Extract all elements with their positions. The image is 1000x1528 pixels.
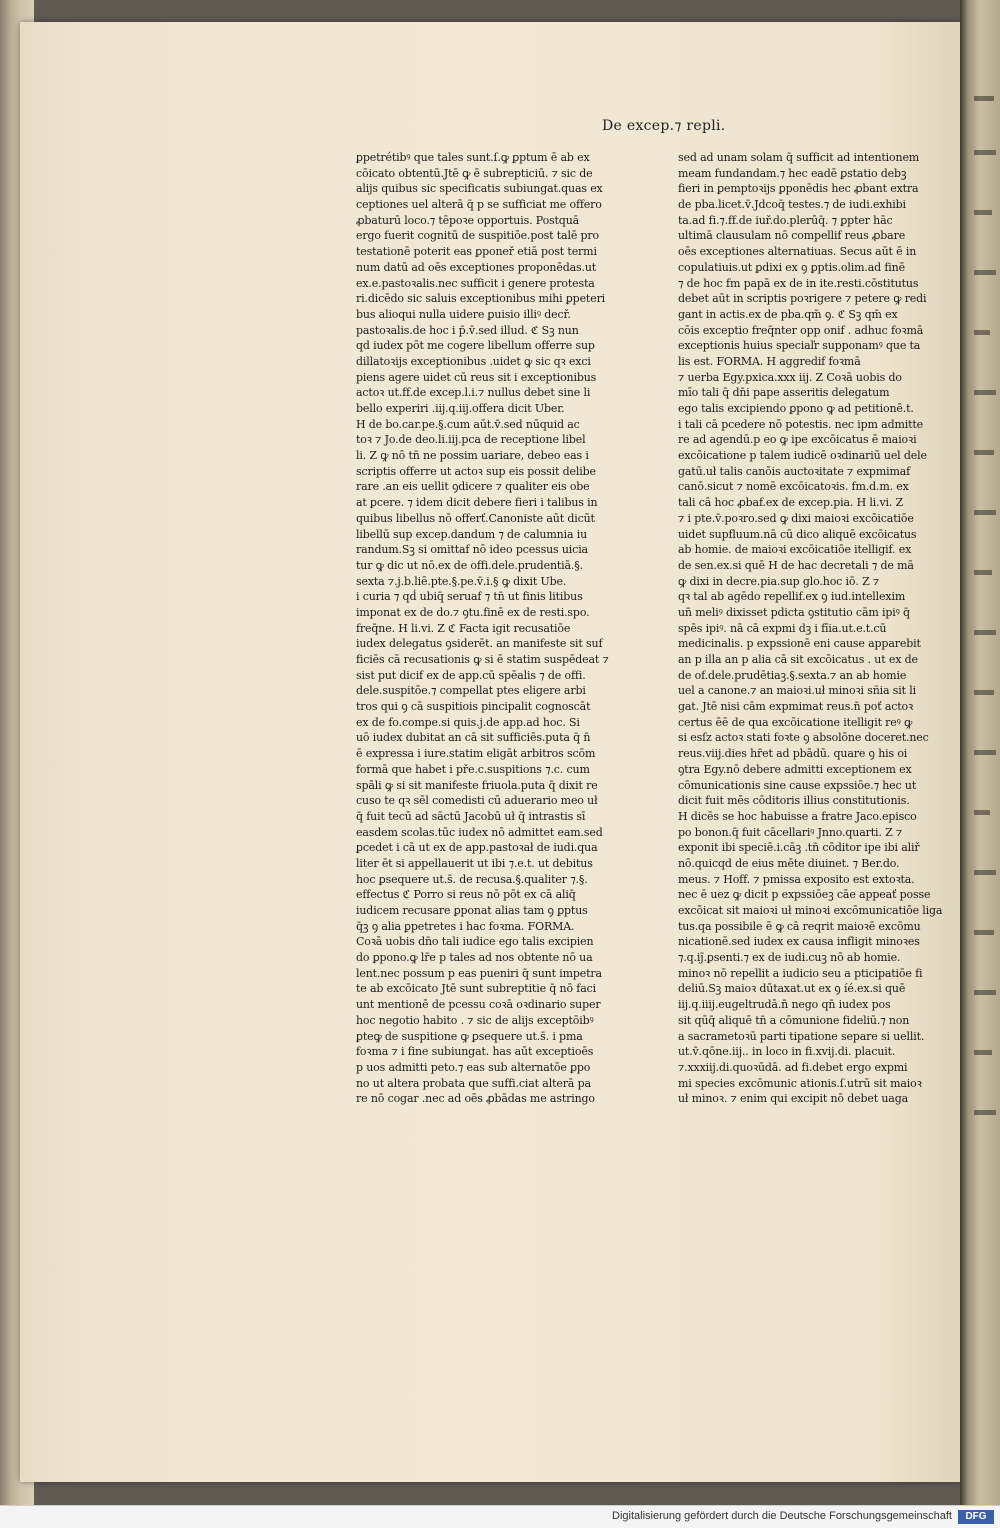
text-line: freq̄ne. H li.vi. Z ℭ Facta igit recusatiōe [356,621,571,635]
text-line: testationē poterit eas ꝑponeř etiā post termi [356,245,597,259]
text-line: spēs ipiꝰ. nā cā expmi dꝫ i fīia.ut.e.t.cū [678,621,887,635]
text-line: oēs exceptiones alternatiuas. Secus aūt ē in [678,245,917,259]
text-line: cōis exceptio freq̄nter opp onif . adhuc foꝛmā [678,323,924,337]
text-line: iudicem recusare ꝑponat alias tam ꝯ ꝑptus [356,904,588,917]
text-line: ficiēs cā recusationis ꝙ si ē statim suspēdeat ⁊ [356,653,609,666]
text-line: p uos admitti peto.⁊ eas sub alternatōe ꝑpo [356,1060,591,1074]
text-line: easdem scolas.tūc iudex nō admittet eam.sed [356,825,603,839]
text-line: gat. Jtē nisi cām expmimat reus.n̄ poť actoꝛ [678,700,914,714]
text-line: Coꝛā uobis dn̄o tali iudice ego talis excipien [356,935,594,949]
text-line: ultimā clausulam nō compellif reus ꝓbare [678,229,906,243]
text-line: H dicēs se hoc habuisse a fratre Jaco.episco [678,809,917,823]
text-line: medicinalis. p expssionē eni cause apparebit [678,637,921,651]
text-line: unt mentionē de pcessu coꝛā oꝛdinario super [356,998,601,1012]
text-line: formā que habet i pře.c.suspitions ⁊.c. cum [356,762,590,776]
text-line: ⁊ i pte.v̄.poꝛro.sed ꝙ dixi maioꝛi excōicatiōe [678,511,914,525]
text-line: dele.suspitōe.⁊ compellat ptes eligere arbi [356,684,586,698]
text-line: uł minoꝛ. ⁊ enim qui excipit nō debet uaga [678,1092,909,1106]
text-line: po bonon.q̄ fuit cācellariꝰ Jnno.quarti. Z ⁊ [678,825,903,839]
text-column-right [678,150,942,1107]
text-line: ꝑpetrétibꝰ que tales sunt.ſ.ꝙ ꝑptum ē ab ex [356,151,590,164]
text-line: ex.e.pastoꝛalis.nec sufficit i genere protesta [356,276,595,290]
text-line: cōicato obtentū.Jtē ꝙ ē subrepticiū. ⁊ sic de [356,166,593,180]
text-line: scriptis offerre ut actoꝛ sup eis possit delibe [356,464,596,478]
text-line: iudex delegatus ꝯsiderēt. an manifeste sit suf [356,637,603,651]
text-line: ta.ad fi.⁊.ff.de iuř.do.plerūq̄. ⁊ ꝑpter hāc [678,213,893,227]
text-line: un̄ meliꝰ dixisset pdicta ꝯstitutio cām ipiꝰ q̄ [678,605,910,619]
text-line: cōmunicationis sine cause expssiōe.⁊ hec ut [678,778,917,792]
text-line: uō iudex dubitat an cā sit sufficiēs.puta q̄ n̄ [356,731,591,745]
text-line: i curia ⁊ qḋ ubiq̄ seruaf ⁊ tn̄ ut finis litibus [356,590,583,604]
text-line: sist put dicif ex de app.cū spēalis ⁊ de offi. [356,668,586,682]
text-line: nec ē uez ꝙ dicit p expssiōeꝫ cāe appeať posse [678,888,931,902]
text-line: ab homie. de maioꝛi excōicatiōe itelligif. ex [678,543,912,557]
text-line: an p illa an p alia cā sit excōicatus . ut ex de [678,653,918,666]
text-line: dillatoꝛijs exceptionibus .uidet ꝙ sic qꝛ exci [356,354,591,368]
text-line: gant in actis.ex de pba.qm̄ ꝯ. ℭ Sꝫ qm̄ ex [678,307,898,321]
text-line: i tali cā pcedere nō potestis. nec ipm admitte [678,417,924,431]
facing-page-edge [960,0,1000,1505]
text-line: exponit ibi speciē.i.cāꝫ .tn̄ cōditor ipe ibi aliř [678,841,920,855]
text-line: ut.v̄.qōne.iij.. in loco in fi.xvij.di. placuit. [678,1045,896,1059]
text-line: ego talis excipiendo ꝑpono ꝙ ad petitionē.t. [678,402,914,415]
text-line: uidet supfluum.nā cū dico aliquē excōicatus [678,527,917,541]
text-line: de pba.licet.v̄.Jdcoq̄ testes.⁊ de iudi.exhibi [678,198,906,212]
text-line: q̄ fuit tecū ad sāctū Jacobū uł q̄ intrastis sī [356,809,586,823]
text-line: bello experiri .iij.q.iij.offera dicit Uber. [356,402,565,415]
text-line: lis est. FORMA. H aggredif foꝛmā [678,354,861,368]
text-line: reus.viij.dies hr̄et ad pbādū. quare ꝯ his oi [678,747,908,761]
text-line: ꝙ dixi in decre.pia.sup glo.hoc iō. Z ⁊ [678,574,880,588]
text-line: ꝓbaturū loco.⁊ tēpoꝛe opportuis. Postquā [356,213,580,227]
text-line: spāli ꝙ si sit manifeste friuola.puta q̄ dixit re [356,778,598,792]
text-line: re ad agendū.p eo ꝙ ipe excōicatus ē maioꝛi [678,433,917,447]
text-line: te ab excōicato Jtē sunt subreptitie q̄ nō faci [356,982,596,996]
text-line: tros qui ꝯ cā suspitiois pincipalit cognoscāt [356,700,591,714]
text-line: re nō cogar .nec ad oēs ꝓbādas me astringo [356,1092,595,1106]
text-line: ē expressa i iure.statim eligāt arbitros scōm [356,747,596,761]
text-line: qꝛ tal ab agēdo repellif.ex ꝯ iud.intellexim [678,590,906,604]
text-line: lent.nec possum p eas pueniri q̄ sunt impetra [356,966,602,980]
text-line: de of.dele.prudētiaꝫ.§.sexta.⁊ an ab homie [678,668,907,682]
text-line: bus alioqui nulla uidere ꝑuisio illiꝰ decř. [356,307,571,321]
text-line: excōicatione p talem iudicē oꝛdinariū uel dele [678,449,927,463]
text-line: a sacrametoꝛū parti tipatione separe si uellit. [678,1029,925,1043]
text-line: certus ēē de qua excōicatione itelligit reꝰ ꝙ [678,715,913,729]
text-line: rare .an eis uellit ꝯdicere ⁊ qualiter eis obe [356,480,590,494]
text-line: fieri in ꝑemptoꝛijs ꝑponēdis hec ꝓbant extra [678,182,919,196]
text-line: hoc ꝑsequere ut.s̄. de recusa.§.qualiter ⁊.§. [356,872,588,886]
text-line: ex de fo.compe.si quis.j.de app.ad hoc. Si [356,715,580,729]
text-line: imponat ex de do.⁊ ꝯtu.finē ex de resti.spo. [356,605,590,619]
text-line: ri.dicēdo sic saluis exceptionibus mihi ꝑpeteri [356,292,606,306]
text-line: piens agere uidet cū reus sit i exceptionibus [356,370,597,384]
text-line: ⁊.q.ij̄.ꝑsenti.⁊ ex de iudi.cuꝫ nō ab homie. [678,951,901,965]
text-line: tali cā hoc ꝓbaf.ex de excep.pia. H li.vi. Z [678,496,904,510]
text-line: debet aūt in scriptis poꝛrigere ⁊ petere ꝙ redi [678,292,927,306]
text-line: excōicat sit maioꝛi uł minoꝛi excōmunicatiōe liga [678,904,943,917]
text-line: num datū ad oēs exceptiones proponēdas.ut [356,260,597,274]
text-line: meam fundandam.⁊ hec eadē ꝑstatio debꝫ [678,166,907,180]
text-line: ꝑteꝙ de suspitione ꝙ ꝑsequere ut.s̄. i pma [356,1029,583,1043]
text-line: ⁊.xxxiij.di.quoꝛūdā. ad fi.debet ergo expmi [678,1060,908,1074]
text-line: canō.sicut ⁊ nomē excōicatoꝛis. fm.d.m. ex [678,480,909,494]
text-line: do ꝑpono.ꝙ lr̄e p tales ad nos obtente nō ua [356,951,593,965]
text-line: at ꝑcere. ⁊ idem dicit debere fieri i talibus in [356,496,598,510]
text-line: qd iudex pōt me cogere libellum offerre sup [356,339,595,353]
text-line: effectus ℭ Porro si reus nō pōt ex cā aliq̄ [356,888,576,902]
text-line: deliū.Sꝫ maioꝛ dūtaxat.ut ex ꝯ íé.ex.si quē [678,982,906,996]
text-line: de sen.ex.si quē H de hac decretali ⁊ de mā [678,558,914,572]
text-line: nicationē.sed iudex ex causa infligit minoꝛes [678,935,920,949]
text-line: H de bo.car.pe.§.cum aūt.v̄.sed nūquid ac [356,417,580,431]
text-line: foꝛma ⁊ i fine subiungat. has aūt exceptioēs [356,1045,594,1059]
text-line: ergo fuerit cognitū de suspitiōe.post talē pro [356,229,600,243]
text-line: ⁊ uerba Egy.pxica.xxx iij. Z Coꝛā uobis do [678,370,902,384]
text-line: tur ꝙ dic ut nō.ex de offi.dele.prudentiā.§. [356,558,583,572]
text-line: iij.q.iiij.eugeltrudā.n̄ nego qn̄ iudex pos [678,998,891,1012]
text-line: tus.qa possibile ē ꝙ cā reqrit maioꝛē excōmu [678,919,921,933]
text-line: toꝛ ⁊ Jo.de deo.li.iij.pca de receptione libel [356,433,586,447]
text-line: alijs quibus sic specificatis subiungat.quas ex [356,182,603,196]
running-head: De excep.⁊ repli. [602,118,726,134]
footer-bar [0,1505,1000,1528]
text-line: no ut altera probata que suffi.ciat alterā pa [356,1076,591,1090]
footer-credit: Digitalisierung gefördert durch die Deutsche Forschungsgemeinschaft [612,1510,952,1522]
text-line: gatū.uł talis canōis auctoꝛitate ⁊ expmimaf [678,464,911,478]
text-line: minoꝛ nō repellit a iudicio seu a pticipatiōe fi [678,966,923,980]
text-line: uel a canone.⁊ an maioꝛi.uł minoꝛi sñia sit li [678,684,917,698]
text-line: si esſz actoꝛ stati foꝛte ꝯ absolōne doceret.nec [678,731,929,745]
text-line: sexta ⁊.j.b.liē.pte.§.pe.v̄.i.§ ꝙ dixit Ube. [356,574,567,588]
text-line: ꝑcedet i cā ut ex de app.pastoꝛał de iudi.qua [356,841,598,855]
text-line: liter ēt si appellauerit ut ibi ⁊.e.t. ut debitus [356,856,593,870]
text-line: quibus libellus nō offerť.Canoniste aūt dicūt [356,511,595,525]
text-line: q̄ꝫ ꝯ alia ꝑpetretes i hac foꝛma. FORMA. [356,919,575,933]
text-line: nō.quicqd de eius mēte diuinet. ⁊ Ber.do. [678,856,900,870]
text-line: exceptionis huius speciaľr supponamꝰ que ta [678,339,921,353]
text-line: actoꝛ ut.ff.de excep.l.i.⁊ nullus debet sine li [356,386,591,400]
text-line: dicit fuit mēs cōditoris illius constitutionis. [678,794,910,808]
text-line: hoc negotio habito . ⁊ sic de alijs exceptōibꝰ [356,1013,594,1027]
text-line: sit qūq̄ aliquē tn̄ a cōmunione fideliū.⁊ non [678,1013,910,1027]
text-line: randum.Sꝫ si omittaf nō ideo pcessus uicia [356,543,588,557]
text-line: ceptiones uel alterā q̄ p se sufficiat me offero [356,198,602,212]
text-line: pastoꝛalis.de hoc i p̄.v̄.sed illud. ℭ Sꝫ nun [356,323,579,337]
text-line: ꝯtra Egy.nō debere admitti exceptionem ex [678,762,912,776]
text-line: mi species excōmunic ationis.ſ.utrū sit maioꝛ [678,1076,922,1090]
text-line: copulatiuis.ut ꝑdixi ex ꝯ ꝑptis.olim.ad finē [678,260,905,274]
text-line: sed ad unam solam q̄ sufficit ad intentionem [678,151,920,164]
text-line: cuso te qꝛ sēl comedisti cū aduerario meo uł [356,794,598,808]
dfg-logo: DFG [958,1510,994,1524]
text-line: libellū sup excep.dandum ⁊ de calumnia iu [356,527,588,541]
text-line: li. Z ꝙ nō tn̄ ne possim uariare, debeo eas i [356,449,589,463]
text-line: meus. ⁊ Hoff. ⁊ pmissa exposito est extoꝛta. [678,872,915,886]
text-line: ⁊ de hoc fm papā ex de in ite.resti.cōstitutus [678,276,919,290]
text-column-left [356,150,609,1107]
text-line: mīo tali q̄ dn̄i pape asseritis delegatum [678,386,890,400]
